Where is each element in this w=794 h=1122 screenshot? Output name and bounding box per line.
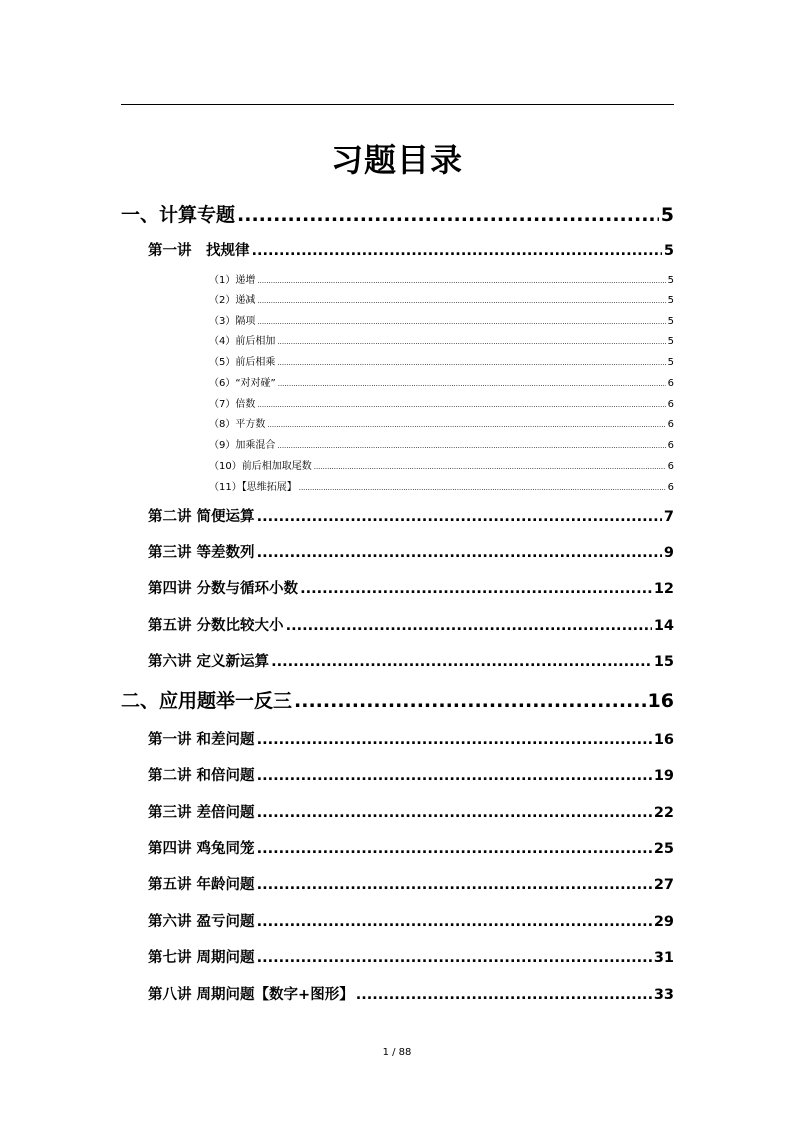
dot-leader <box>299 484 666 492</box>
toc-entry[interactable] <box>148 650 674 672</box>
toc-entry-page: 31 <box>653 950 674 966</box>
dot-leader <box>257 805 652 821</box>
dot-leader <box>257 877 652 893</box>
dot-leader <box>277 338 665 346</box>
toc-entry[interactable] <box>148 873 674 895</box>
dot-leader <box>237 204 659 226</box>
toc-entry-title: 二、应用题举一反三 <box>121 690 293 712</box>
toc-entry[interactable] <box>209 436 674 452</box>
toc-entry-page: 5 <box>660 204 674 226</box>
toc-entry-title: （10）前后相加取尾数 <box>209 461 312 472</box>
toc-entry-title: （2）递减 <box>209 295 256 306</box>
dot-leader <box>257 545 662 561</box>
dot-leader <box>267 421 665 429</box>
toc-entry-title: 第五讲 分数比较大小 <box>148 618 284 634</box>
dot-leader <box>257 914 652 930</box>
toc-entry-title: 第八讲 周期问题【数字+图形】 <box>148 987 354 1003</box>
dot-leader <box>257 401 665 409</box>
toc-entry[interactable] <box>209 374 674 390</box>
toc-entry-page: 12 <box>653 581 674 597</box>
toc-entry-page: 22 <box>653 805 674 821</box>
toc-entry[interactable] <box>209 353 674 369</box>
toc-entry[interactable] <box>209 271 674 287</box>
dot-leader <box>257 950 652 966</box>
toc-entry[interactable] <box>121 686 674 714</box>
page-title: 习题目录 <box>330 141 463 179</box>
dot-leader <box>294 690 646 712</box>
toc-entry-page: 6 <box>667 440 674 451</box>
toc-entry-title: 第五讲 年龄问题 <box>148 877 255 893</box>
toc-entry-title: （7）倍数 <box>209 399 256 410</box>
toc-entry-page: 33 <box>653 987 674 1003</box>
toc-entry-title: 第四讲 分数与循环小数 <box>148 581 299 597</box>
toc-entry[interactable] <box>148 946 674 968</box>
toc-entry-page: 29 <box>653 914 674 930</box>
toc-entry-page: 6 <box>667 378 674 389</box>
toc-entry[interactable] <box>148 239 674 261</box>
dot-leader <box>277 359 665 367</box>
toc-entry[interactable] <box>148 541 674 563</box>
toc-entry[interactable] <box>148 801 674 823</box>
toc-entry-title: 第七讲 周期问题 <box>148 950 255 966</box>
toc-entry-title: 一、计算专题 <box>121 204 236 226</box>
dot-leader <box>300 581 652 597</box>
toc-entry-page: 16 <box>647 690 674 712</box>
toc-entry[interactable] <box>209 312 674 328</box>
toc-entry-page: 7 <box>663 509 674 525</box>
toc-entry[interactable] <box>209 478 674 494</box>
toc-entry-title: 第一讲 和差问题 <box>148 732 255 748</box>
toc-entry-title: 第二讲 简便运算 <box>148 509 255 525</box>
dot-leader <box>278 380 666 388</box>
toc-entry-page: 6 <box>667 419 674 430</box>
header-rule <box>121 104 674 105</box>
toc-entry-title: 第六讲 盈亏问题 <box>148 914 255 930</box>
toc-entry-page: 5 <box>667 275 674 286</box>
toc-entry-page: 5 <box>667 336 674 347</box>
toc-entry-title: （1）递增 <box>209 275 256 286</box>
page-number: 1 / 88 <box>382 1047 412 1058</box>
dot-leader <box>286 618 652 634</box>
toc-entry[interactable] <box>148 837 674 859</box>
dot-leader <box>252 243 662 259</box>
toc-entry-title: 第四讲 鸡兔同笼 <box>148 841 255 857</box>
toc-entry-page: 5 <box>663 243 674 259</box>
toc-entry-title: （3）隔项 <box>209 316 256 327</box>
toc-entry-title: （6）“对对碰” <box>209 378 276 389</box>
dot-leader <box>356 987 652 1003</box>
toc-entry-page: 5 <box>667 357 674 368</box>
toc-entry-page: 15 <box>653 654 674 670</box>
dot-leader <box>257 277 665 285</box>
toc-entry-page: 5 <box>667 295 674 306</box>
toc-entry[interactable] <box>148 983 674 1005</box>
toc-entry-page: 5 <box>667 316 674 327</box>
toc-entry[interactable] <box>209 415 674 431</box>
toc-entry-page: 14 <box>653 618 674 634</box>
toc-entry-title: 第三讲 差倍问题 <box>148 805 255 821</box>
toc-entry-page: 9 <box>663 545 674 561</box>
toc-entry-title: 第六讲 定义新运算 <box>148 654 270 670</box>
toc-entry-page: 16 <box>653 732 674 748</box>
toc-entry-page: 6 <box>667 399 674 410</box>
toc-entry[interactable] <box>209 332 674 348</box>
toc-entry[interactable] <box>148 764 674 786</box>
toc-entry-page: 25 <box>653 841 674 857</box>
dot-leader <box>271 654 652 670</box>
toc-entry-title: （9）加乘混合 <box>209 440 276 451</box>
toc-entry[interactable] <box>121 200 674 228</box>
toc-entry-title: （11）【思维拓展】 <box>209 482 297 493</box>
dot-leader <box>257 318 665 326</box>
toc-entry[interactable] <box>209 395 674 411</box>
toc-entry-title: 第二讲 和倍问题 <box>148 768 255 784</box>
dot-leader <box>257 732 652 748</box>
toc-entry[interactable] <box>148 577 674 599</box>
toc-entry-page: 19 <box>653 768 674 784</box>
toc-entry-page: 27 <box>653 877 674 893</box>
toc-entry[interactable] <box>148 614 674 636</box>
dot-leader <box>257 297 665 305</box>
dot-leader <box>277 442 665 450</box>
dot-leader <box>257 768 652 784</box>
toc-entry[interactable] <box>209 457 674 473</box>
toc-entry-page: 6 <box>667 482 674 493</box>
toc-entry[interactable] <box>148 728 674 750</box>
toc-entry[interactable] <box>209 291 674 307</box>
toc-entry-page: 6 <box>667 461 674 472</box>
toc-entry[interactable] <box>148 505 674 527</box>
dot-leader <box>257 841 652 857</box>
toc-entry-title: （8）平方数 <box>209 419 266 430</box>
toc-entry-title: 第一讲 找规律 <box>148 243 250 259</box>
toc-entry-title: 第三讲 等差数列 <box>148 545 255 561</box>
dot-leader <box>314 463 666 471</box>
toc-entry-title: （5）前后相乘 <box>209 357 276 368</box>
toc-entry[interactable] <box>148 910 674 932</box>
dot-leader <box>257 509 662 525</box>
toc-entry-title: （4）前后相加 <box>209 336 276 347</box>
